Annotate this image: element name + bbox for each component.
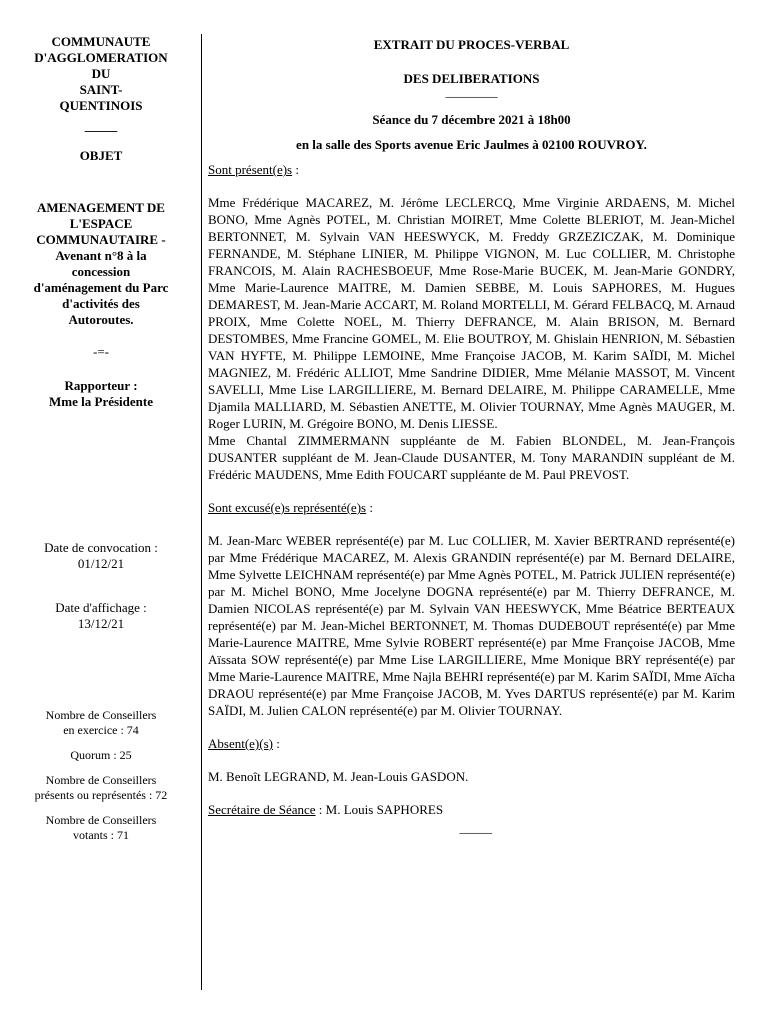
header-rule: ________ xyxy=(445,84,498,99)
objet-text xyxy=(18,200,184,328)
stat-exercice xyxy=(18,708,184,738)
column-divider xyxy=(201,34,202,990)
presents-heading xyxy=(208,161,735,178)
presents-list: Mme Frédérique MACAREZ, M. Jérôme LECLERCQ, Mme Virginie ARDAENS, M. Michel BONO, Mme Agnès POTEL, M. Christian MOIRET, Mme Colette BLERIOT, M. Jean-Michel BERTONNET, M. Sylvain VAN HEESWYCK, M. Freddy GRZEZICZAK, M. Dominique FERNANDE, M. Stéphane LINIER, M. Philippe VIGNON, M. Luc COLLIER, M. Christophe FRANCOIS, M. Alain RACHESBOEUF, Mme Rose-Marie BUCEK, M. Jean-Marie GONDRY, Mme Marie-Laurence MAITRE, M. Damien SEBBE, M. Louis SAPHORES, M. Hugues DEMAREST, M. Jean-Marie ACCART, M. Roland MORTELLI, M. Gérard FELBACQ, M. Arnaud PROIX, Mme Colette NOEL, M. Thierry DEFRANCE, M. Alain BRISON, M. Bernard DESTOMBES, Mme Francine GOMEL, M. Elie BOUTROY, M. Ghislain HENRION, M. Sébastien VAN HYFTE, M. Philippe LEMOINE, Mme Françoise JACOB, M. Karim SAÏDI, M. Michel MAGNIEZ, M. Frédéric ALLIOT, Mme Sandrine DIDIER, Mme Mélanie MASSOT, M. Vincent SAVELLI, Mme Lise LARGILLIERE, M. Bernard DELAIRE, M. Philippe CARAMELLE, Mme Djamila MALLIARD, M. Sébastien ANETTE, M. Olivier TOURNAY, Mme Agnès MAUGER, M. Roger LURIN, M. Grégoire BONO, M. Denis LIESSE. xyxy=(208,195,735,431)
commune-line: SAINT- xyxy=(79,82,123,97)
stat-presents xyxy=(18,773,184,803)
stat-presents-label: Nombre de Conseillers xyxy=(45,773,157,787)
absents-heading xyxy=(208,735,735,752)
commune-line: D'AGGLOMERATION xyxy=(34,50,168,65)
excuses-colon: : xyxy=(366,500,373,515)
objet-line: COMMUNAUTAIRE - xyxy=(36,232,166,247)
convocation-label: Date de convocation : xyxy=(44,540,158,555)
absents-title: Absent(e)(s) xyxy=(208,736,273,751)
absents-colon: : xyxy=(272,736,280,751)
objet-line: concession xyxy=(71,264,131,279)
rapporteur-label: Rapporteur : xyxy=(64,378,138,393)
objet-label: OBJET xyxy=(79,148,123,163)
suppleants-list: Mme Chantal ZIMMERMANN suppléante de M. Fabien BLONDEL, M. Jean-François DUSANTER suppléant de M. Jean-Claude DUSANTER, M. Tony MARANDIN suppléant de M. Frédéric MAUDENS, Mme Edith FOUCART suppléante de M. Paul PREVOST. xyxy=(208,433,735,482)
commune-line: DU xyxy=(91,66,111,81)
commune-line: QUENTINOIS xyxy=(59,98,143,113)
document-title: EXTRAIT DU PROCES-VERBAL xyxy=(373,37,570,52)
objet-line: d'activités des xyxy=(62,296,140,311)
seance-location: en la salle des Sports avenue Eric Jaulmes à 02100 ROUVROY. xyxy=(296,137,647,152)
stat-votants-value: votants : 71 xyxy=(73,828,129,842)
excuses-heading xyxy=(208,499,735,516)
excuses-list: M. Jean-Marc WEBER représenté(e) par M. Luc COLLIER, M. Xavier BERTRAND représenté(e) par Mme Frédérique MACAREZ, M. Alexis GRANDIN représenté(e) par M. Bernard DELAIRE, Mme Sylvette LEICHNAM représenté(e) par Mme Agnès POTEL, M. Patrick JULIEN représenté(e) par M. Michel BONO, Mme Jocelyne DOGNA représenté(e) par M. Thierry DEFRANCE, M. Damien NICOLAS représenté(e) par M. Sylvain VAN HEESWYCK, Mme Béatrice BERTEAUX représenté(e) par M. Jean-Michel BERTONNET, M. Thomas DUDEBOUT représenté(e) par Mme Marie-Laurence MAITRE, Mme Sylvie ROBERT représenté(e) par Mme Françoise JACOB, Mme Aïssata SOW représenté(e) par Mme Lise LARGILLIERE, Mme Monique BRY représenté(e) par Mme Marie-Laurence MAITRE, Mme Najla BEHRI représenté(e) par M. Karim SAÏDI, Mme Aïcha DRAOU représenté(e) par Mme Françoise JACOB, M. Yves DARTUS représenté(e) par M. Karim SAÏDI, M. Julien CALON représenté(e) par M. Olivier TOURNAY. xyxy=(208,533,735,718)
right-column xyxy=(208,34,735,847)
convocation-value: 01/12/21 xyxy=(77,556,125,571)
convocation-date xyxy=(18,540,184,572)
rapporteur-name: Mme la Présidente xyxy=(49,394,153,409)
stat-exercice-label: Nombre de Conseillers xyxy=(45,708,157,722)
stat-exercice-value: en exercice : 74 xyxy=(63,723,139,737)
absents-list: M. Benoît LEGRAND, M. Jean-Louis GASDON. xyxy=(208,769,469,784)
objet-line: AMENAGEMENT DE xyxy=(37,200,165,215)
conseillers-stats xyxy=(18,708,184,843)
rapporteur xyxy=(18,378,184,410)
objet-line: Autoroutes. xyxy=(68,312,134,327)
end-separator: _____ xyxy=(459,820,492,835)
commune-name xyxy=(18,34,184,114)
commune-line: COMMUNAUTE xyxy=(51,34,151,49)
left-column xyxy=(18,34,184,857)
stat-votants-label: Nombre de Conseillers xyxy=(45,813,157,827)
commune-separator: _____ xyxy=(84,118,118,133)
objet-line: L'ESPACE xyxy=(69,216,133,231)
presents-title: Sont présent(e)s xyxy=(208,162,293,177)
secretaire-title: Secrétaire de Séance xyxy=(208,802,316,817)
secretaire-line xyxy=(208,801,735,818)
affichage-date xyxy=(18,600,184,632)
stat-quorum: Quorum : 25 xyxy=(70,748,132,762)
objet-line: d'aménagement du Parc xyxy=(33,280,169,295)
excuses-title: Sont excusé(e)s représenté(e)s xyxy=(208,500,367,515)
objet-line: Avenant n°8 à la xyxy=(55,248,147,263)
secretaire-name: : M. Louis SAPHORES xyxy=(315,802,444,817)
document-subtitle: DES DELIBERATIONS xyxy=(403,71,540,86)
presents-colon: : xyxy=(292,162,299,177)
seance-date: Séance du 7 décembre 2021 à 18h00 xyxy=(372,112,571,127)
stat-votants xyxy=(18,813,184,843)
objet-separator: -=- xyxy=(93,344,109,359)
stat-presents-value: présents ou représentés : 72 xyxy=(34,788,168,802)
affichage-value: 13/12/21 xyxy=(77,616,125,631)
affichage-label: Date d'affichage : xyxy=(55,600,147,615)
